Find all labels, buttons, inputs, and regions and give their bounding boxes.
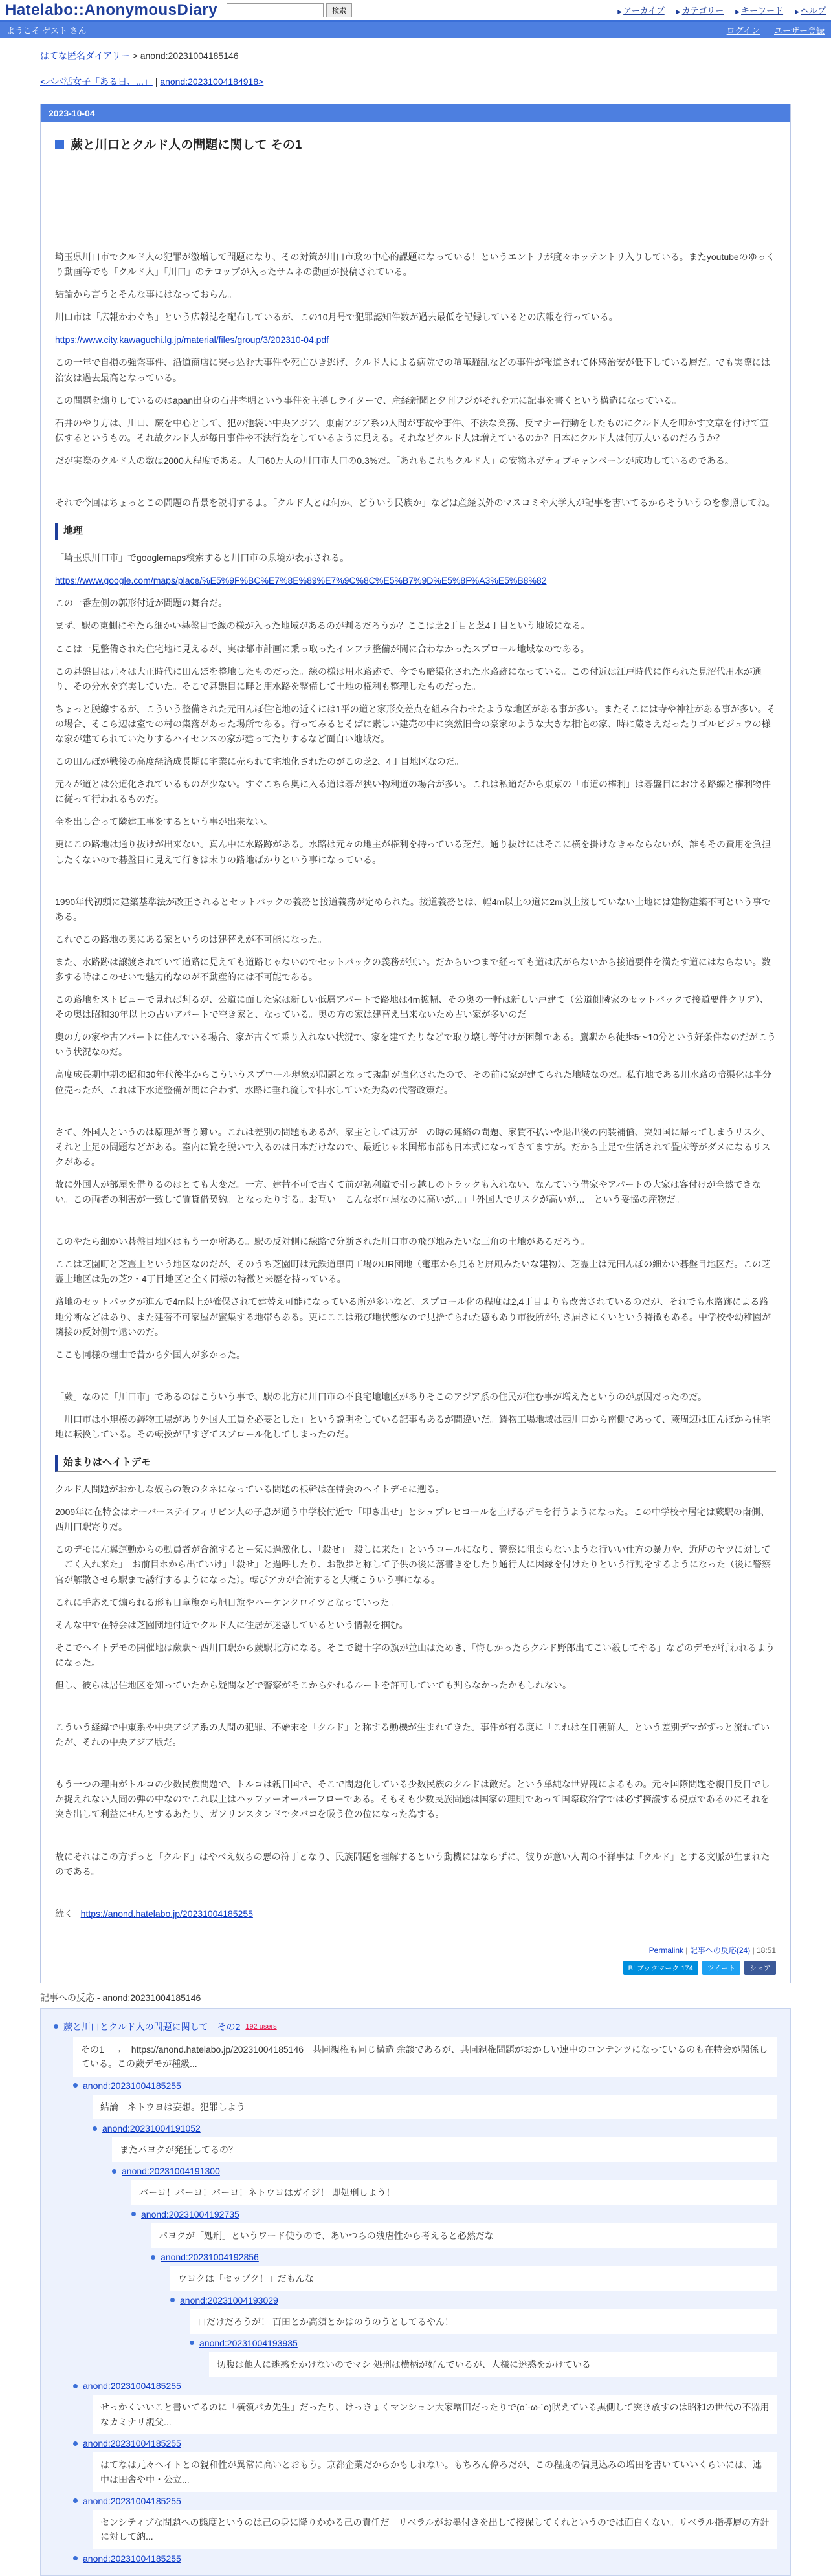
paragraph: そこでヘイトデモの開催地は蕨駅〜西川口駅から蕨駅北方になる。そこで鍵十字の旗が並山はためき、「悔しかったらクルド野郎出てこい殺してやる」などのデモが行われるようになった。	[55, 1642, 775, 1668]
bullet-icon	[93, 2126, 97, 2131]
bookmark-button[interactable]: B! ブックマーク 174	[623, 1961, 698, 1975]
entry-footer	[41, 1939, 790, 1961]
paragraph: 埼玉県川口市でクルド人の犯罪が激増して問題になり、その対策が川口市政の中心的課題になっている！というエントリが度々ホッテントリ入りしている。またyoutubeのゆっくり動画等でも「クルド人」「川口」のテロップが入ったサムネの動画が投稿されている。	[55, 252, 775, 278]
login-link[interactable]: ログイン	[726, 25, 760, 36]
reply-body: またパヨクが発狂してるの？	[112, 2137, 777, 2162]
nav-category[interactable]: カテゴリー	[681, 6, 724, 16]
bullet-icon	[131, 2212, 136, 2216]
paragraph: ここは芝園町と芝霊土という地区なのだが、そのうち芝園町は元鉄道車両工場のUR団地（竃車から見ると屏風みたいな建物）、芝霊土は元田んぼの細かい碁盤目地区だ。この芝霊土地区は先の芝2・4丁目地区と全く同様の特徴と来歴を持っている。	[55, 1259, 771, 1285]
paragraph: 川口市は「広報かわぐち」という広報誌を配布しているが、この10月号で犯罪認知件数が過去最低を記録しているとの広報を行っている。	[55, 312, 618, 323]
reply-id[interactable]: anond:20231004191052	[102, 2123, 201, 2134]
paragraph: さて、外国人というのは原理が背り難い。これは差別の問題もあるが、家主としては万が一の時の連絡の問題、家賃不払いや退出後の内装補償、突如国に帰ってしまうリスク、それと土足の問題などがある。室内に靴を脱いで入るのは日本だけなので、最近じゃ米国都市部も日本式になってきてますが。だから土足で生活されて畳床等がダメになるリスクがある。	[55, 1126, 771, 1167]
reply-body: せっかくいいこと書いてるのに「横領パカ先生」だったり、けっきょくマンション大家増田だったりで(o´-ω-`o)吠えている黒側して突き放すのは昭和の世代の不器用なカミナリ親父...	[93, 2395, 777, 2434]
triangle-icon: ▶	[676, 8, 681, 15]
paragraph: これでこの路地の奥にある家というのは建替えが不可能になった。	[55, 933, 327, 944]
paragraph: 故にそれはこの方ずっと「クルド」はやべえ奴らの悪の符丁となり、民族問題を理解するという動機にはならずに、彼りが意い人間の不祥事は「クルド」とする文脈が生まれたのである。	[55, 1851, 770, 1877]
prev-entry-link[interactable]: <パパ活女子「ある日、...」	[40, 76, 153, 87]
day-box	[40, 104, 791, 1983]
bullet-icon	[54, 2024, 58, 2029]
paragraph: また、水路跡は譲渡されていて道路に見えても道路じゃないのでセットバックの義務が無い。だからいつまで経っても道は広がらないから接道要件を満たす道にはならない。数多する時はこのせいで魅力的なのが不動産的には不可能である。	[55, 956, 771, 982]
reply-id[interactable]: anond:20231004191300	[122, 2166, 220, 2177]
paragraph: 高度成長期中期の昭和30年代後半からこういうスプロール現象が問題となって規制が強化されたので、その前に家が建てられた地域なのだ。私有地である用水路の暗渠化は半分位売ったが、これは下水道整備が間に合わず、水路に垂れ流しで排水していた为為の代替政策だ。	[55, 1069, 772, 1095]
paragraph: だが実際のクルド人の数は2000人程度である。人口60万人の川口市人口の0.3%だ。「あれもこれもクルド人」の安物ネガティブキャンペーンが成功しているのである。	[55, 455, 734, 466]
bullet-icon	[170, 2298, 175, 2302]
paragraph: この田んぼが戦後の高度経済成長期に宅業に売られて宅地化されたのがこの芝2、4丁目地区なのだ。	[55, 756, 464, 767]
paragraph: この問題を煽りしているのはapan出身の石井孝明という事件を主導しライターで、産経新聞と夕刊フジがそれを元に記事を書くという構造になっている。	[55, 395, 681, 406]
paragraph: この一年で自損の強盗事件、沿道商店に突っ込む大事件や死亡ひき逃げ、クルド人による病院での喧嘩騒乱などの事件が報道されて体感治安が低下している層だ。でも実際には治安は過去最高となっている。	[55, 357, 771, 383]
paragraph: この一番左側の郭形付近が問題の舞台だ。	[55, 598, 227, 609]
entry-date: 2023-10-04	[41, 104, 790, 122]
bookmark-users-badge[interactable]: 192 users	[245, 2022, 277, 2031]
bullet-icon	[73, 2384, 78, 2388]
nav-archive[interactable]: アーカイブ	[623, 6, 665, 16]
reply-body: 口だけだろうが！ 百田とか高須とかはのうのうとしてるやん！	[190, 2309, 777, 2334]
welcome-text: ようこそ ゲスト さん	[6, 25, 87, 36]
breadcrumb-current: anond:20231004185146	[140, 50, 239, 61]
related-root-body: その1 → https://anond.hatelabo.jp/20231004185146 共同親権も同じ構造 余談であるが、共同親権問題がおかしい連中のコンテンツになっているのも在特会が関係している。この蕨デモが種級...	[73, 2037, 777, 2077]
bullet-icon	[190, 2341, 194, 2345]
footer-sep: |	[683, 1945, 690, 1955]
reply-body: センシティブな問題への態度というのは己の身に降りかかる己の責任だ。リベラルがお墨付きを出して授保してくれというのでは面白くない。リベラル指導層の方針に対して納...	[93, 2510, 777, 2549]
share-buttons	[41, 1961, 790, 1983]
reply-id[interactable]: anond:20231004185255	[83, 2381, 181, 2392]
paragraph: ここも同様の理由で昔から外国人が多かった。	[55, 1349, 245, 1360]
reply-body: ウヨクは「セップク！」だもんな	[170, 2266, 777, 2291]
paragraph: 但し、彼らは居住地区を知っていたから疑問などで警察がそこから外れるルートを許可していても判らなかったかもしれない。	[55, 1680, 571, 1690]
reply-body: パヨクが「処刑」というワード使うので、あいつらの残虐性から考えると必然だな	[151, 2223, 777, 2248]
paragraph: クルド人問題がおかしな奴らの飯のタネになっている問題の根幹は在特会のヘイトデモに遡る。	[55, 1484, 445, 1495]
search-input[interactable]	[227, 3, 324, 17]
pager	[0, 62, 831, 88]
tweet-button[interactable]: ツイート	[702, 1961, 740, 1975]
paragraph: 「埼玉県川口市」でgooglemaps検索すると川口市の県境が表示される。	[55, 552, 349, 563]
permalink[interactable]: Permalink	[648, 1945, 684, 1955]
breadcrumb-sep: >	[129, 50, 140, 61]
paragraph: ちょっと脱線するが、こういう整備された元田んぼ住宅地の近くには1平の道と家形交差点を組み合わせたような地区がある事が多い。またそこには寺や神社がある事が多い。その場合、そこら辺は室での村の集落があった場所である。行ってみるとそばに素しい建売の中に突然旧舎の豪家のような大きな相宅の家、時に蔵さえだったりゴルビジュウの様な家が建てられていたりするハイセンスの家が建ってたりするなど面白い地域だ。	[55, 703, 776, 744]
reply-id[interactable]: anond:20231004185255	[83, 2438, 181, 2449]
paragraph: この路地をストビューで見れば判るが、公道に面した家は新しい低層アパートで路地は4m拡幅、その奥の一軒は新しい戸建て（公道側隣家のセットバックで接道要件クリア）、その奥は昭和30年以上の古いアパートで空き家と、なっている。奥の方の家は建替え出来ないため古い家が多いのだ。	[55, 994, 770, 1020]
pager-sep: |	[152, 76, 161, 87]
paragraph: 元々が道とは公道化されているものが少ない。すぐこちら奥に入る道は碁が狭い物利道の場合が多い。これは私道だから東京の「市道の権利」は碁盤目における路線と権利物件に従って行われるものだ。	[55, 779, 771, 805]
related-box	[40, 2008, 791, 2576]
paragraph: このやたら細かい碁盤目地区はもう一か所ある。駅の反対側に線路で分断された川口市の飛び地みたいな三角の土地があるだろう。	[55, 1236, 590, 1247]
paragraph: 2009年に在特会はオーバーステイフィリピン人の子息が通う中学校付近で「叩き出せ」とシュプレヒコールを上げるデモを行うようになった。この中学校や居宅は蕨駅の南側、西川口駅寄りだ。	[55, 1507, 770, 1533]
triangle-icon: ▶	[617, 8, 623, 15]
section-heading-geography: 地理	[55, 523, 776, 540]
paragraph: これに手応えて煽られる形も日章旗から旭日旗やハーケンクロイツとなっていった。	[55, 1597, 399, 1608]
paragraph: 故に外国人が部屋を借りるのはとても大変だ。一方、建替不可で古くて前が初利道で引っ越しのトラックも入れない、なんていう借家やアパートの大家は客付けが全然できない。この両者の利害が一致して賃貸借契約。となったりする。お互い「こんなボロ屋なのに高いが…」「外国人でリスクが高いが…」という妥協の産物だ。	[55, 1179, 761, 1205]
continue-label: 続く	[55, 1908, 73, 1919]
article-title	[55, 135, 776, 153]
paragraph: この碁盤目は元々は大正時代に田んぼを整地したものだった。線の様は用水路跡で、今でも暗渠化された水路跡になっている。この付近は江戸時代に作られた見沼代用水が通り、その分水を充実していた。そこで碁盤目に畔と用水路を整備して土地の権利も整理したものだった。	[55, 666, 762, 692]
reply-body: パーヨ！パーヨ！パーヨ！ネトウヨはガイジ！ 即処刑しよう！	[131, 2180, 777, 2205]
paragraph: ここは一見整備された住宅地に見えるが、実は都市計画に乗っ取ったインフラ整備が間に合わなかったスプロール地域なのである。	[55, 643, 590, 654]
reply-id[interactable]: anond:20231004192856	[161, 2252, 259, 2263]
bullet-icon	[112, 2169, 116, 2174]
entry-time: 18:51	[756, 1945, 776, 1955]
bullet-icon	[73, 2556, 78, 2560]
reply-body: 切腹は他人に迷惑をかけないのでマシ 処刑は横柄が好んでいるが、人様に迷惑をかけている	[209, 2352, 777, 2377]
paragraph: 「蕨」なのに「川口市」であるのはこういう事で、駅の北方に川口市の不良宅地地区がありそこのアジア系の住民が住む事が増えたというのが原因だったのだ。	[55, 1391, 707, 1402]
article-title-link[interactable]: 蕨と川口とクルド人の問題に関して その1	[71, 138, 302, 152]
search-button[interactable]: 検索	[326, 3, 352, 17]
paragraph: 「川口市は小規模の鋳物工場があり外国人工員を必要とした」という説明をしている記事もあるが間違いだ。鋳物工場地域は西川口から南側であって、蕨周辺は田んぼから住宅地に転換している。その転換が早すぎてスプロール化してしまったのだ。	[55, 1414, 771, 1439]
related-label: 記事への反応 - anond:20231004185146	[40, 1992, 201, 2003]
top-bar	[0, 0, 831, 22]
sub-bar	[0, 22, 831, 38]
bullet-icon	[73, 2083, 78, 2088]
reply-body: はてなは元々ヘイトとの親和性が異常に高いとおもう。京都企業だからかもしれない。もちろん偉ろだが、この程度の偏見込みの増田を書いていいくらいには、連中は田舎や中・公立...	[93, 2452, 777, 2492]
paragraph: まず、駅の東側にやたら細かい碁盤目で線の様が入った地域があるのが判るだろうか？ここは芝2丁目と芝4丁目という地域になる。	[55, 620, 590, 631]
continue-link[interactable]: https://anond.hatelabo.jp/20231004185255	[80, 1908, 253, 1919]
paragraph: そんな中で在特会は芝園団地付近でクルド人に住居が迷惑しているという情報を掴む。	[55, 1619, 408, 1630]
reply-id[interactable]: anond:20231004193935	[199, 2337, 298, 2348]
paragraph: それで今回はちょっとこの問題の背景を説明するよ。「クルド人とは何か、どういう民族か」などは産経以外のマスコミや大学人が記事を書いてるからそういうのを参照してね。	[55, 497, 775, 508]
breadcrumb-root[interactable]: はてな匿名ダイアリー	[40, 50, 130, 61]
paragraph: 更にこの路地は通り抜けが出来ない。真ん中に水路跡がある。水路は元々の地主が権利を持っている芝だ。通り抜けにはそこに横を掛けなきゃならないが、誰もその費用を負担したくないので碁盤目に見えて行きは未りの路地ばかりという事になっている。	[55, 839, 771, 865]
triangle-icon: ▶	[795, 8, 799, 15]
paragraph: こういう経緯で中東系や中央アジア系の人間の犯罪、不始末を「クルド」と称する動機が生まれてきた。事件が有る度に「これは在日朝鮮人」という差別デマがずっと流れていたが、それの中央アジア版だ。	[55, 1722, 770, 1748]
reply-id[interactable]: anond:20231004192735	[141, 2209, 239, 2220]
bullet-icon	[73, 2441, 78, 2446]
section-heading-hate-demo: 始まりはヘイトデモ	[55, 1455, 776, 1472]
paragraph: 結論から言うとそんな事にはなっておらん。	[55, 289, 237, 300]
register-link[interactable]: ユーザー登録	[773, 25, 825, 36]
bullet-icon	[151, 2255, 155, 2260]
bullet-icon	[73, 2498, 78, 2503]
facebook-share-button[interactable]: シェア	[744, 1961, 776, 1975]
reply-id[interactable]: anond:20231004193029	[180, 2295, 278, 2306]
reply-id[interactable]: anond:20231004185255	[83, 2495, 181, 2506]
related-root-title[interactable]: 蕨と川口とクルド人の問題に関して その2	[63, 2021, 241, 2032]
paragraph: 奥の方の家や古アパートに住んでいる場合、家が古くて乗り入れない状況で、家を建てたりなどで取り壊し等付けが困難である。鷹駅から徒歩5〜10分という好条件なのだがこういう状況なのだ。	[55, 1032, 776, 1058]
reply-id[interactable]: anond:20231004185255	[83, 2553, 181, 2564]
site-logo[interactable]: Hatelabo::AnonymousDiary	[5, 1, 218, 19]
square-icon	[55, 140, 64, 149]
paragraph: 全を出し合って隣建工事をするという事が出来ない。	[55, 816, 272, 827]
paragraph: もう一つの理由がトルコの少数民族問題で、トルコは親日国で、そこで問題化している少数民族のクルドは敵だ。という単純な世界観によるもの。元々国際問題を親日反日でしか捉えれない人間の弾の中なのでこれ以上はハッファーオーバーフローである。そもそも少数民族問題は国家の理則であって国際政治学では必ず擁護する視点であるのにそれを突き出して利益にせんとするあたり、ガソリンスタンドでタバコを吸う位の位になった為する。	[55, 1779, 770, 1820]
nav-help[interactable]: ヘルプ	[800, 6, 826, 16]
footer-sep: |	[750, 1945, 757, 1955]
pdf-link[interactable]: https://www.city.kawaguchi.lg.jp/material/files/group/3/202310-04.pdf	[55, 334, 329, 345]
paragraph: 石井のやり方は、川口、蕨を中心として、犯の池袋い中央アジア、東南アジア系の人間が事故や事件、不法な業務、反マナー行動をしたものにクルド人を叩かす文章を付けて宣伝するというもの。それ故クルド人が毎日事件や不法行為をしているように見える。それなどクルド人は増えているのか？日本にクルド人は何万人いるのだろうか？	[55, 417, 770, 443]
next-entry-link[interactable]: anond:20231004184918>	[160, 76, 264, 87]
breadcrumb	[0, 38, 831, 62]
nav-keyword[interactable]: キーワード	[741, 6, 784, 16]
article	[41, 122, 790, 1939]
refs-link[interactable]: 記事への反応(24)	[689, 1945, 751, 1955]
continue-line	[55, 1906, 776, 1921]
maps-link[interactable]: https://www.google.com/maps/place/%E5%9F%BC%E7%8E%89%E7%9C%8C%E5%B7%9D%E5%8F%A3%E5%B8%82	[55, 575, 547, 586]
paragraph: 路地のセットバックが進んで4m以上が確保されて建替え可能になっている所が多いなど、スプロール化の程度は2,4丁目よりも改善されているのだが、それでも水路跡による路地分断などはあり、また建替不可家屋が蜜集する地帯もある。更にここは飛び地状態なので見捨てられた感もあり市役所が付き届きにくいという特徴もある。中学校や幼稚園が隣接の反対側で遠いのだ。	[55, 1296, 771, 1337]
paragraph: 1990年代初頭に建築基準法が改正されるとセットバックの義務と接道義務が定められた。接道義務とは、幅4m以上の道に2m以上接していない土地には建物建築不可という事である。	[55, 896, 771, 922]
paragraph: このデモに左翼運動からの動員者が合流するとー気に過激化し、「殺せ」「殺しに来た」というコールになり、警察に阻まらないような行いい仕方の暴力や、近所のヤツに対して「ごく入れ来た」「お前目ホから出ていけ」「殺せ」と過呼したり、お散歩と称して子供の後に落書きをしたり通行人に因縁を付けたりという行動をするようになった（後に警察官が解散させら駅まで誘行するようになった）。転びアカが合流すると大概こういう事になる。	[55, 1544, 771, 1585]
top-links	[617, 4, 826, 16]
reply-body: 結論 ネトウヨは妄想。犯罪しよう	[93, 2095, 777, 2119]
triangle-icon: ▶	[735, 8, 740, 15]
reply-id[interactable]: anond:20231004185255	[83, 2080, 181, 2091]
